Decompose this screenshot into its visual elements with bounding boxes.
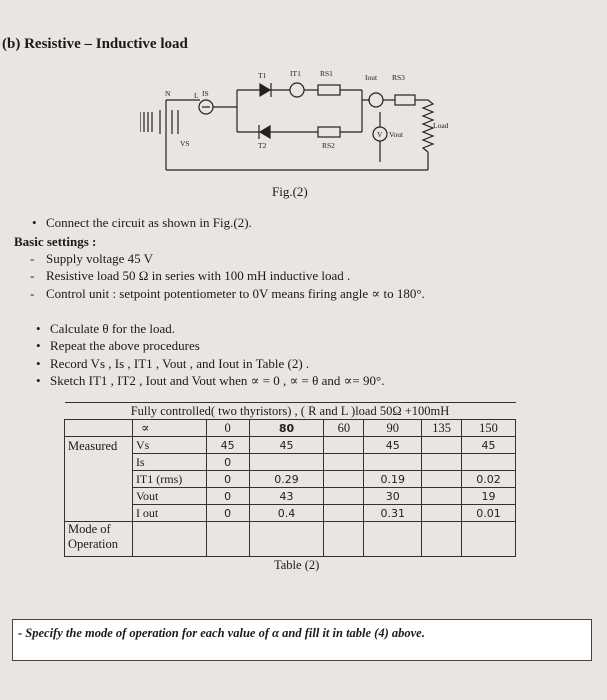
task-2: • Repeat the above procedures [50,338,200,354]
label-iout: Iout [365,73,378,82]
label-t1: T1 [258,71,267,80]
label-is: IS [202,89,209,98]
cell-vout-0: 0 [206,488,249,505]
load-inductor [423,100,433,152]
instruction-connect: • Connect the circuit as shown in Fig.(2). [46,215,252,231]
alpha-0: 0 [206,420,249,437]
cell-vout-3: 30 [364,488,422,505]
cell-it1-0: 0 [206,471,249,488]
label-vout: Vout [389,130,404,139]
section-title: (b) Resistive – Inductive load [2,36,188,52]
row-label-iout: I out [132,505,206,522]
cell-iout-1: 0.4 [249,505,324,522]
cell-is-1 [249,454,324,471]
figure-caption: Fig.(2) [272,184,308,199]
measurement-table [64,402,516,557]
alpha-header: ∝ [132,420,206,437]
cell-vout-5: 19 [462,488,516,505]
cell-it1-4 [422,471,462,488]
cell-iout-0: 0 [206,505,249,522]
cell-iout-2 [324,505,364,522]
table-title: Fully controlled( two thyristors) , ( R and L )load 50Ω +100mH [65,403,516,420]
cell-vs-0: 45 [206,437,249,454]
mode-label: Mode of Operation [65,522,133,557]
cell-it1-5: 0.02 [462,471,516,488]
label-load: Load [433,121,449,130]
cell-is-0: 0 [206,454,249,471]
task-3: • Record Vs , Is , IT1 , Vout , and Iout in Table (2) . [50,356,309,372]
cell-vout-4 [422,488,462,505]
cell-is-4 [422,454,462,471]
cell-vout-2 [324,488,364,505]
label-n: N [165,89,171,98]
thyristor-t1 [260,84,270,96]
it1-meter [290,83,304,97]
circuit-diagram [140,62,460,187]
label-rs3: RS3 [392,73,405,82]
cell-is-2 [324,454,364,471]
row-label-it1: IT1 (rms) [132,471,206,488]
cell-it1-3: 0.19 [364,471,422,488]
label-v: V [377,130,383,139]
setting-1: - Supply voltage 45 V [46,251,153,267]
label-rs1: RS1 [320,69,333,78]
rs3-resistor [395,95,415,105]
cell-vs-3: 45 [364,437,422,454]
setting-3: - Control unit : setpoint potentiometer to 0V means firing angle ∝ to 180°. [46,286,425,302]
cell-iout-3: 0.31 [364,505,422,522]
table-caption: Table (2) [274,558,320,572]
supply-terminals [140,110,178,134]
thyristor-t2 [260,126,270,138]
cell-is-3 [364,454,422,471]
alpha-4: 135 [422,420,462,437]
cell-iout-5: 0.01 [462,505,516,522]
task-4: • Sketch IT1 , IT2 , Iout and Vout when ∝ = 0 , ∝ = θ and ∝= 90°. [50,373,384,389]
label-rs2: RS2 [322,141,335,150]
rs2-resistor [318,127,340,137]
cell-it1-2 [324,471,364,488]
cell-vs-4 [422,437,462,454]
mode-instruction: - Specify the mode of operation for each value of α and fill it in table (4) above. [18,626,425,640]
label-l: L [194,91,199,100]
row-label-is: Is [132,454,206,471]
cell-vs-2 [324,437,364,454]
cell-is-5 [462,454,516,471]
iout-meter [369,93,383,107]
alpha-3: 90 [364,420,422,437]
cell-vs-5: 45 [462,437,516,454]
cell-it1-1: 0.29 [249,471,324,488]
setting-2: - Resistive load 50 Ω in series with 100 mH inductive load . [46,268,350,284]
measured-label: Measured [65,437,133,522]
alpha-2: 60 [324,420,364,437]
alpha-1: 80 [249,420,324,437]
label-t2: T2 [258,141,267,150]
task-1: • Calculate θ for the load. [50,321,175,337]
cell-vout-1: 43 [249,488,324,505]
cell-vs-1: 45 [249,437,324,454]
cell-iout-4 [422,505,462,522]
alpha-5: 150 [462,420,516,437]
label-it1: IT1 [290,69,301,78]
rs1-resistor [318,85,340,95]
label-vs: VS [180,139,190,148]
row-label-vout: Vout [132,488,206,505]
row-label-vs: Vs [132,437,206,454]
basic-settings-title: Basic settings : [14,234,97,249]
